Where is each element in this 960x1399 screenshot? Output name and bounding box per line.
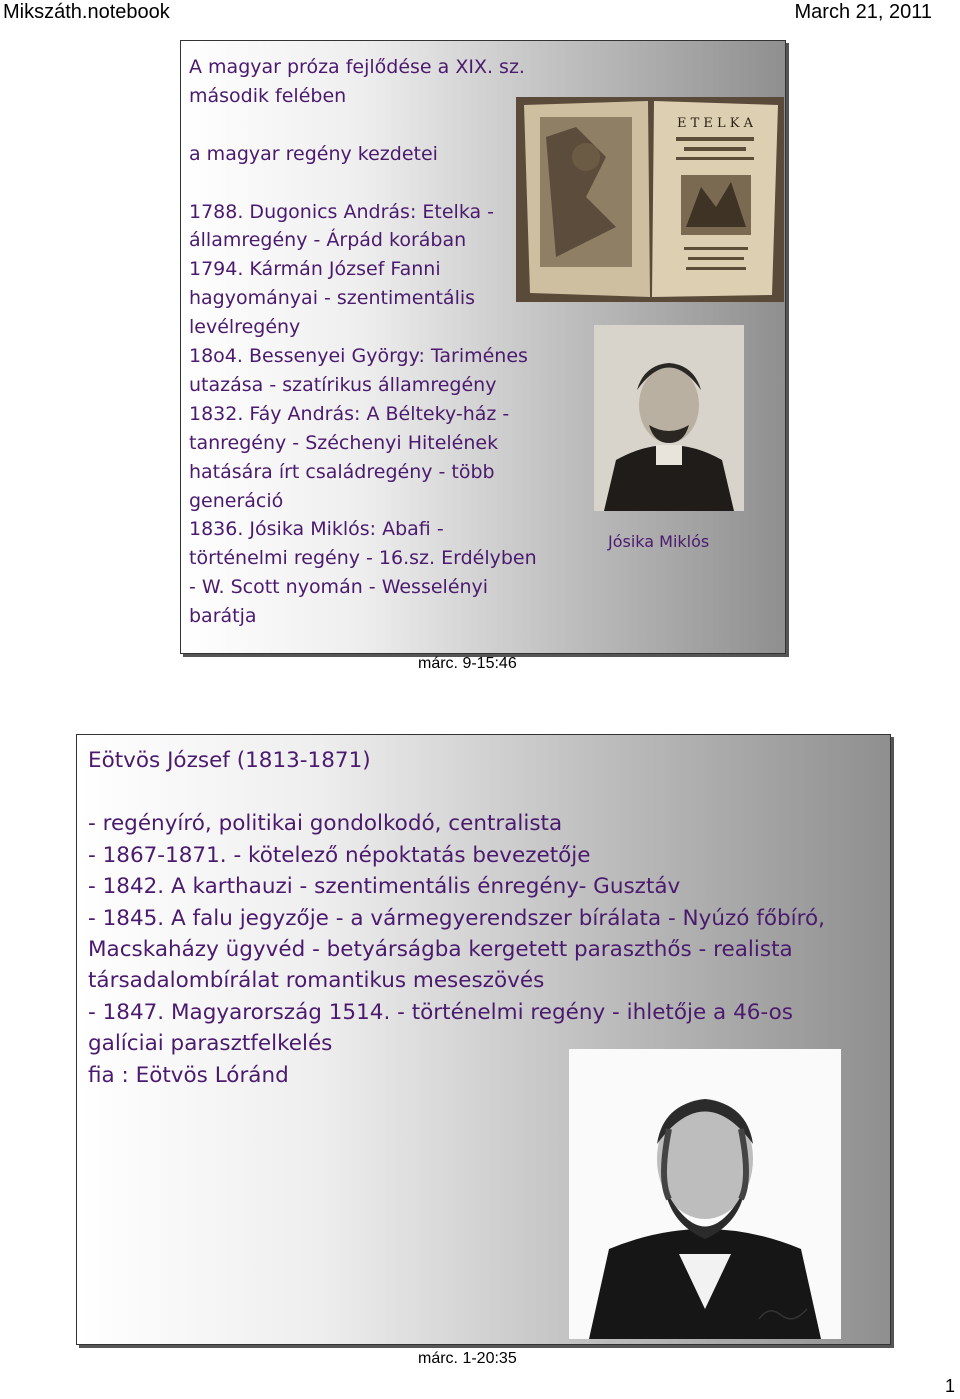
- slide-1-title-line: A magyar próza fejlődése a XIX. sz.: [189, 56, 525, 78]
- slide-1-text: [189, 53, 569, 631]
- slide-1-line: államregény - Árpád korában: [189, 229, 467, 252]
- notebook-filename: Mikszáth.notebook: [3, 1, 170, 23]
- slide-1-line: 1788. Dugonics András: Etelka -: [189, 200, 495, 223]
- slide-1-timestamp: márc. 9-15:46: [418, 655, 517, 672]
- slide-1-line: 18o4. Bessenyei György: Tariménes: [189, 345, 528, 368]
- slide-1-line: utazása - szatírikus államregény: [189, 373, 497, 396]
- slide-2-timestamp: márc. 1-20:35: [418, 1350, 517, 1367]
- slide-2-line: Macskaházy ügyvéd - betyárságba kergetett paraszthős - realista: [88, 937, 793, 963]
- eotvos-portrait: [569, 1049, 841, 1339]
- slide-1-subtitle: a magyar regény kezdetei: [189, 142, 438, 165]
- josika-portrait: [594, 325, 744, 511]
- page-number: 1: [944, 1376, 955, 1396]
- slide-1-line: hatására írt családregény - több: [189, 460, 495, 483]
- slide-1-line: történelmi regény - 16.sz. Erdélyben: [189, 547, 537, 570]
- slide-1-line: hagyományai - szentimentális: [189, 287, 476, 310]
- slide-1-line: levélregény: [189, 316, 301, 339]
- slide-2: [76, 734, 891, 1345]
- slide-2-title: Eötvös József (1813-1871): [88, 748, 371, 773]
- slide-2-line: - 1845. A falu jegyzője - a vármegyerendszer bírálata - Nyúzó főbíró,: [88, 905, 825, 931]
- slide-2-line: - 1867-1871. - kötelező népoktatás bevezetője: [88, 842, 591, 868]
- slide-1-line: barátja: [189, 605, 257, 628]
- slide-2-line: - 1847. Magyarország 1514. - történelmi regény - ihletője a 46-os: [88, 999, 793, 1025]
- slide-2-line: galíciai parasztfelkelés: [88, 1031, 333, 1057]
- portrait-caption: Jósika Miklós: [608, 532, 710, 551]
- slide-2-line: társadalombírálat romantikus meseszövés: [88, 968, 545, 994]
- slide-2-line: - regényíró, politikai gondolkodó, centralista: [88, 811, 563, 837]
- slide-1-line: 1836. Jósika Miklós: Abafi -: [189, 518, 444, 541]
- etelka-book-photo: [516, 97, 784, 302]
- slide-1-line: generáció: [189, 489, 284, 512]
- slide-1-title-line: második felében: [189, 84, 347, 107]
- slide-1-line: 1794. Kármán József Fanni: [189, 258, 441, 281]
- book-title: E T E L K A: [676, 116, 754, 131]
- slide-2-text: [88, 745, 825, 1091]
- slide-1: [180, 40, 786, 654]
- slide-1-line: - W. Scott nyomán - Wesselényi: [189, 576, 489, 599]
- slide-1-line: tanregény - Széchenyi Hitelének: [189, 431, 499, 454]
- slide-2-line: - 1842. A karthauzi - szentimentális énregény- Gusztáv: [88, 874, 681, 900]
- slide-2-line: fia : Eötvös Lóránd: [88, 1062, 289, 1088]
- notebook-date: March 21, 2011: [794, 1, 932, 23]
- slide-1-line: 1832. Fáy András: A Bélteky-ház -: [189, 402, 510, 425]
